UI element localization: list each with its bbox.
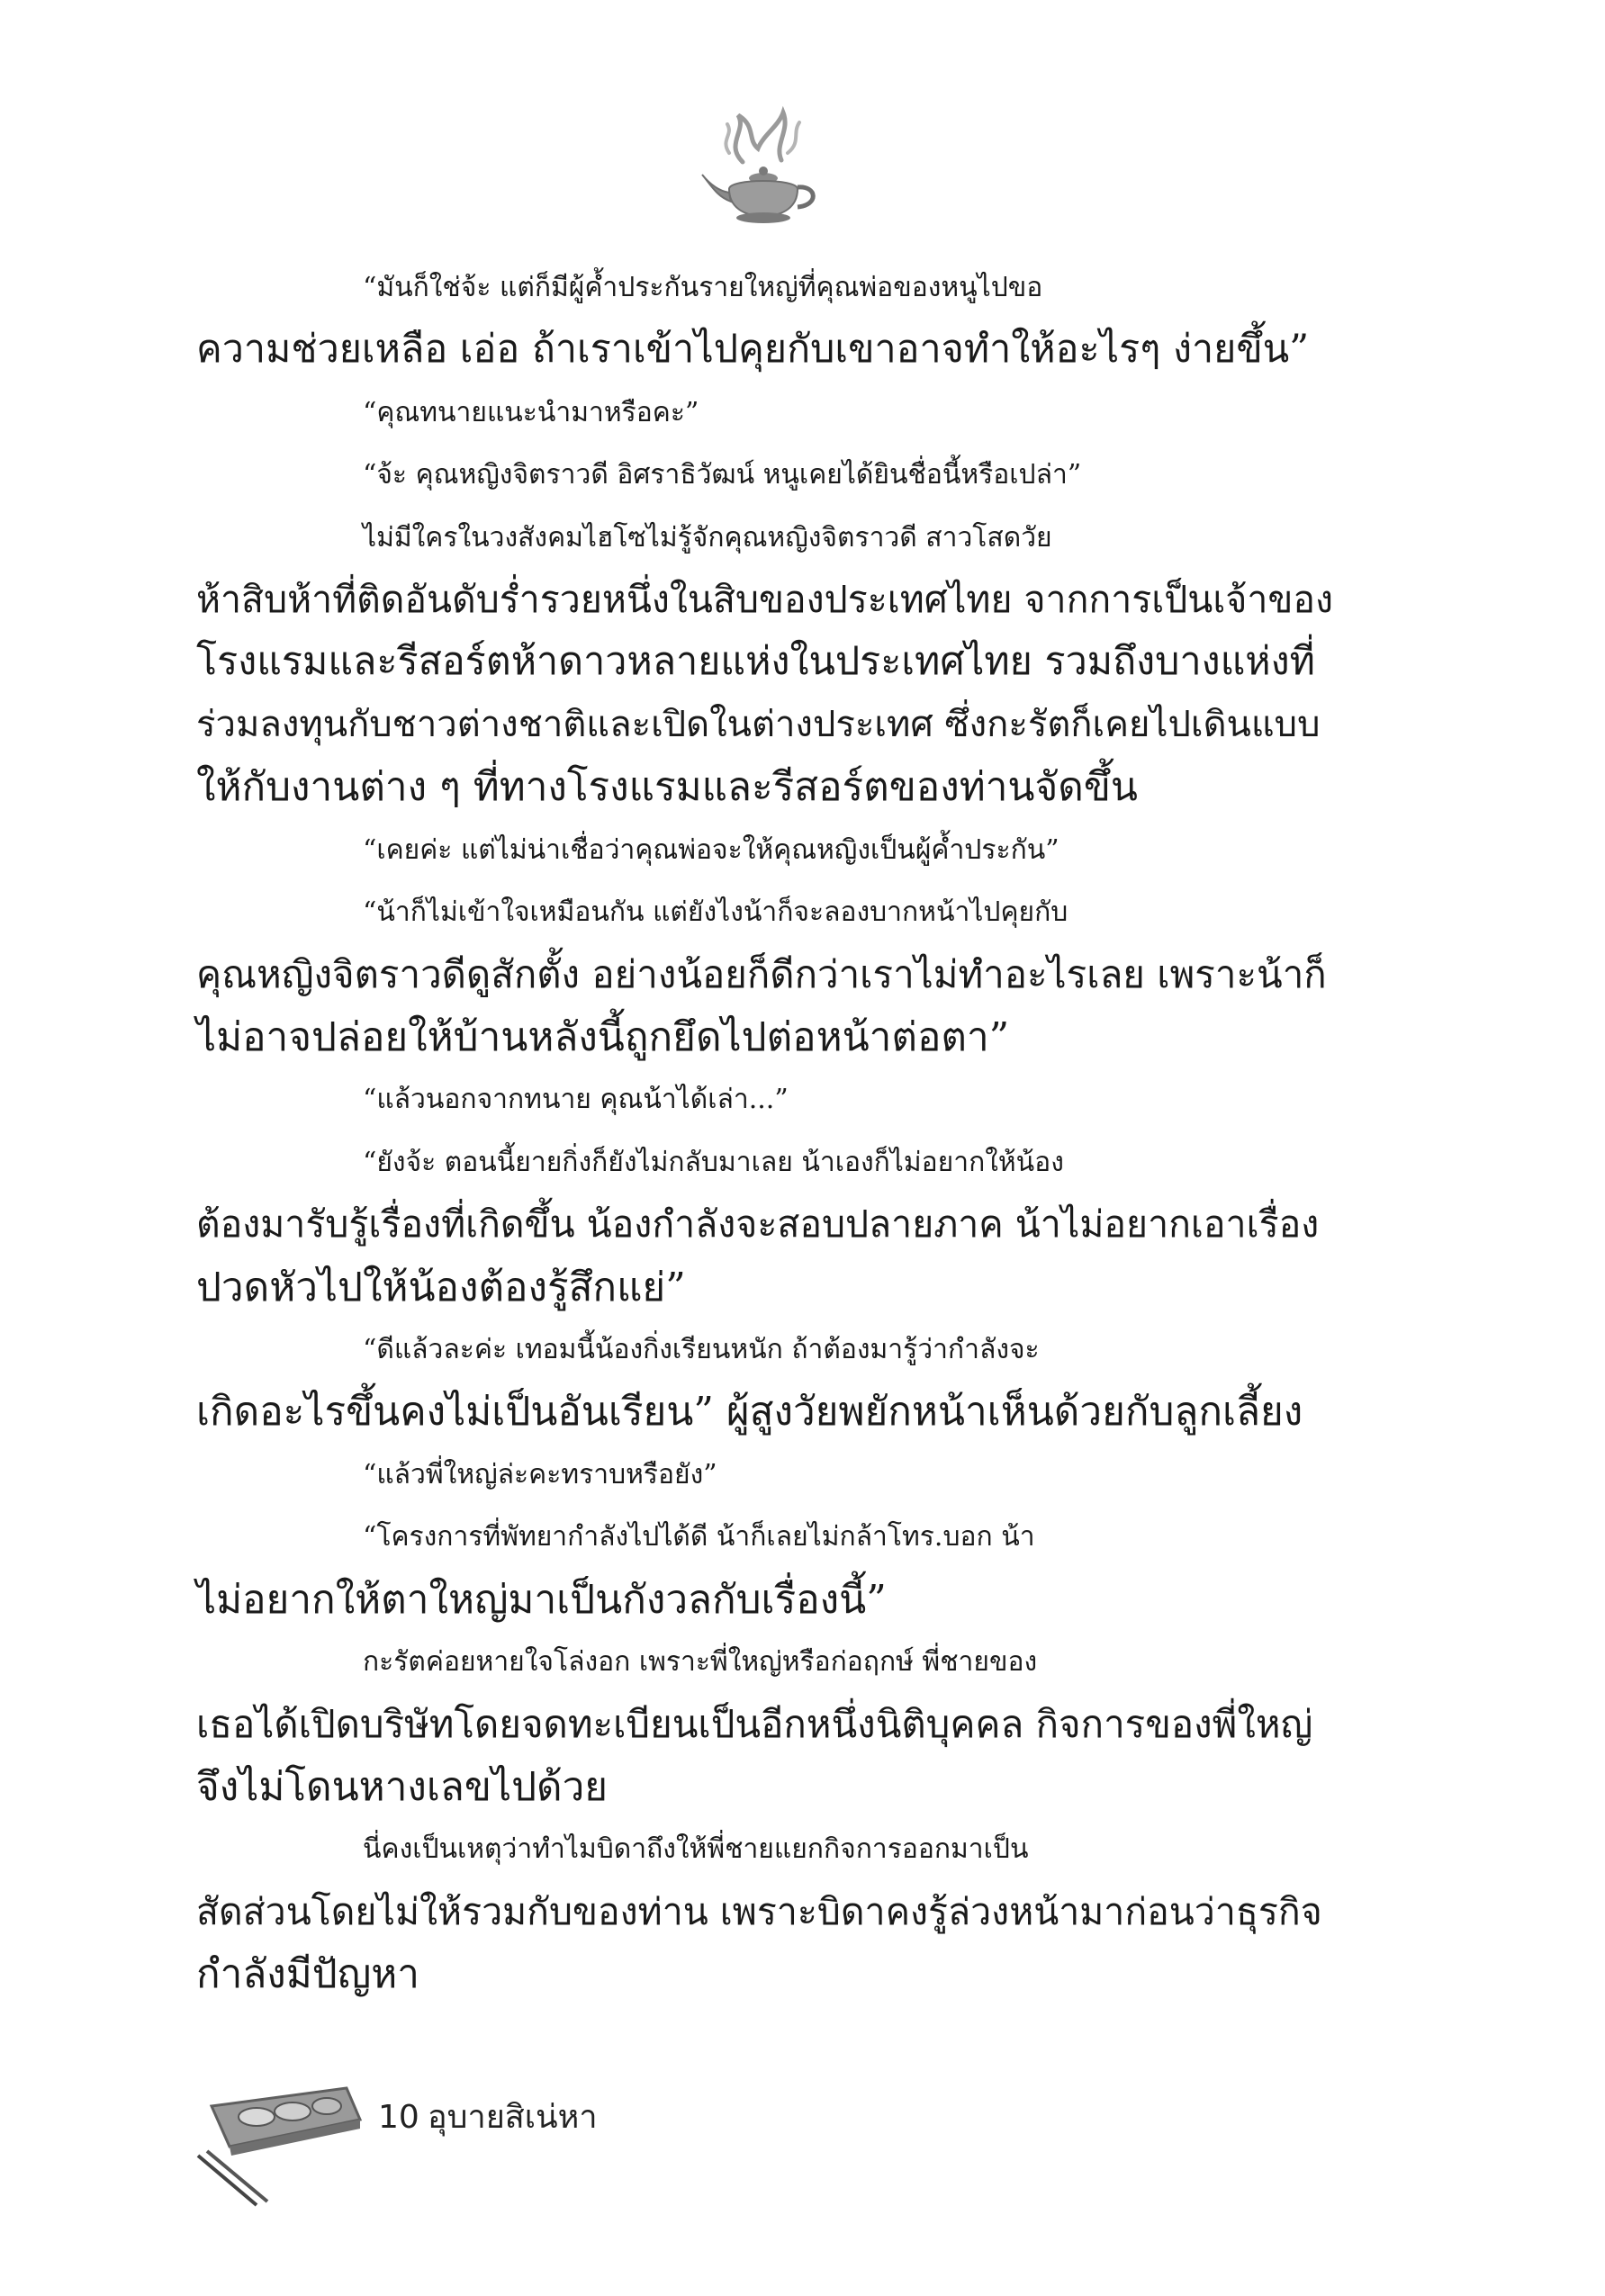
paragraph [196, 819, 1332, 881]
sushi-plate-icon [194, 2070, 374, 2214]
text-line: ห้าสิบห้าที่ติดอันดับร่ำรวยหนึ่งในสิบของประเทศไทย จากการเป็นเจ้าของ [196, 578, 1334, 622]
text-line: “ดีแล้วละค่ะ เทอมนี้น้องกิ่งเรียนหนัก ถ้าต้องมารู้ว่ากำลังจะ [363, 1333, 1040, 1365]
paragraph [196, 1131, 1332, 1319]
text-line: สัดส่วนโดยไม่ให้รวมกับของท่าน เพราะบิดาคงรู้ล่วงหน้ามาก่อนว่าธุรกิจ [196, 1889, 1322, 1933]
text-line: ความช่วยเหลือ เอ่อ ถ้าเราเข้าไปคุยกับเขาอาจทำให้อะไรๆ ง่ายขึ้น” [196, 327, 1310, 373]
text-line: ปวดหัวไปให้น้องต้องรู้สึกแย่” [196, 1264, 686, 1310]
text-line: นี่คงเป็นเหตุว่าทำไมบิดาถึงให้พี่ชายแยกกิจการออกมาเป็น [363, 1833, 1029, 1866]
text-line: ให้กับงานต่าง ๆ ที่ทางโรงแรมและรีสอร์ตของท่านจัดขึ้น [196, 764, 1139, 811]
page-footer [194, 2070, 824, 2214]
text-line: เธอได้เปิดบริษัทโดยจดทะเบียนเป็นอีกหนึ่งนิติบุคคล กิจการของพี่ใหญ่ [196, 1702, 1313, 1747]
text-line: “มันก็ใช่จ้ะ แต่ก็มีผู้ค้ำประกันรายใหญ่ที่คุณพ่อของหนูไปขอ [363, 272, 1043, 303]
text-line: จึงไม่โดนหางเลขไปด้วย [196, 1763, 609, 1810]
paragraph [196, 1818, 1332, 2005]
text-line: “เคยค่ะ แต่ไม่น่าเชื่อว่าคุณพ่อจะให้คุณหญิงเป็นผู้ค้ำประกัน” [363, 833, 1059, 866]
text-line: ร่วมลงทุนกับชาวต่างชาติและเปิดในต่างประเทศ ซึ่งกะรัตก็เคยไปเดินแบบ [196, 703, 1321, 745]
paragraph [196, 507, 1332, 819]
text-line: “คุณทนายแนะนำมาหรือคะ” [363, 396, 699, 428]
paragraph [196, 1068, 1332, 1130]
body-text [196, 257, 1332, 2005]
book-title: อุบายสิเน่หา [428, 2099, 598, 2136]
text-line: กำลังมีปัญหา [196, 1950, 419, 1997]
paragraph [196, 1631, 1332, 1818]
paragraph [196, 881, 1332, 1068]
text-line: “โครงการที่พัทยากำลังไปได้ดี น้าก็เลยไม่กล้าโทร.บอก น้า [363, 1521, 1035, 1553]
paragraph [196, 1319, 1332, 1444]
paragraph [196, 444, 1332, 506]
text-line: “จ้ะ คุณหญิงจิตราวดี อิศราธิวัฒน์ หนูเคยได้ยินชื่อนี้หรือเปล่า” [363, 459, 1082, 491]
text-line: “น้าก็ไม่เข้าใจเหมือนกัน แต่ยังไงน้าก็จะลองบากหน้าไปคุยกับ [363, 896, 1068, 929]
text-line: “แล้วนอกจากทนาย คุณน้าได้เล่า...” [363, 1084, 789, 1116]
text-line: ต้องมารับรู้เรื่องที่เกิดขึ้น น้องกำลังจะสอบปลายภาค น้าไม่อยากเอาเรื่อง [196, 1202, 1320, 1247]
page-number: 10 [378, 2099, 419, 2136]
text-line: ไม่อาจปล่อยให้บ้านหลังนี้ถูกยึดไปต่อหน้าต่อตา” [196, 1013, 1010, 1060]
paragraph [196, 1506, 1332, 1631]
text-line: คุณหญิงจิตราวดีดูสักตั้ง อย่างน้อยก็ดีกว่าเราไม่ทำอะไรเลย เพราะน้าก็ [196, 952, 1327, 997]
text-line: ไม่มีใครในวงสังคมไฮโซไม่รู้จักคุณหญิงจิตราวดี สาวโสดวัย [363, 521, 1052, 554]
paragraph [196, 257, 1332, 382]
text-line: “แล้วพี่ใหญ่ล่ะคะทราบหรือยัง” [363, 1458, 717, 1490]
text-line: เกิดอะไรขึ้นคงไม่เป็นอันเรียน” ผู้สูงวัยพยักหน้าเห็นด้วยกับลูกเลี้ยง [196, 1389, 1303, 1436]
teapot-steam-icon [693, 99, 828, 234]
text-line: “ยังจ้ะ ตอนนี้ยายกิ่งก็ยังไม่กลับมาเลย น้าเองก็ไม่อยากให้น้อง [363, 1146, 1064, 1178]
paragraph [196, 1444, 1332, 1506]
paragraph [196, 382, 1332, 444]
text-line: ไม่อยากให้ตาใหญ่มาเป็นกังวลกับเรื่องนี้” [196, 1576, 887, 1623]
text-line: โรงแรมและรีสอร์ตห้าดาวหลายแห่งในประเทศไทย รวมถึงบางแห่งที่ [196, 639, 1315, 685]
text-line: กะรัตค่อยหายใจโล่งอก เพราะพี่ใหญ่หรือก่อฤกษ์ พี่ชายของ [363, 1645, 1038, 1678]
